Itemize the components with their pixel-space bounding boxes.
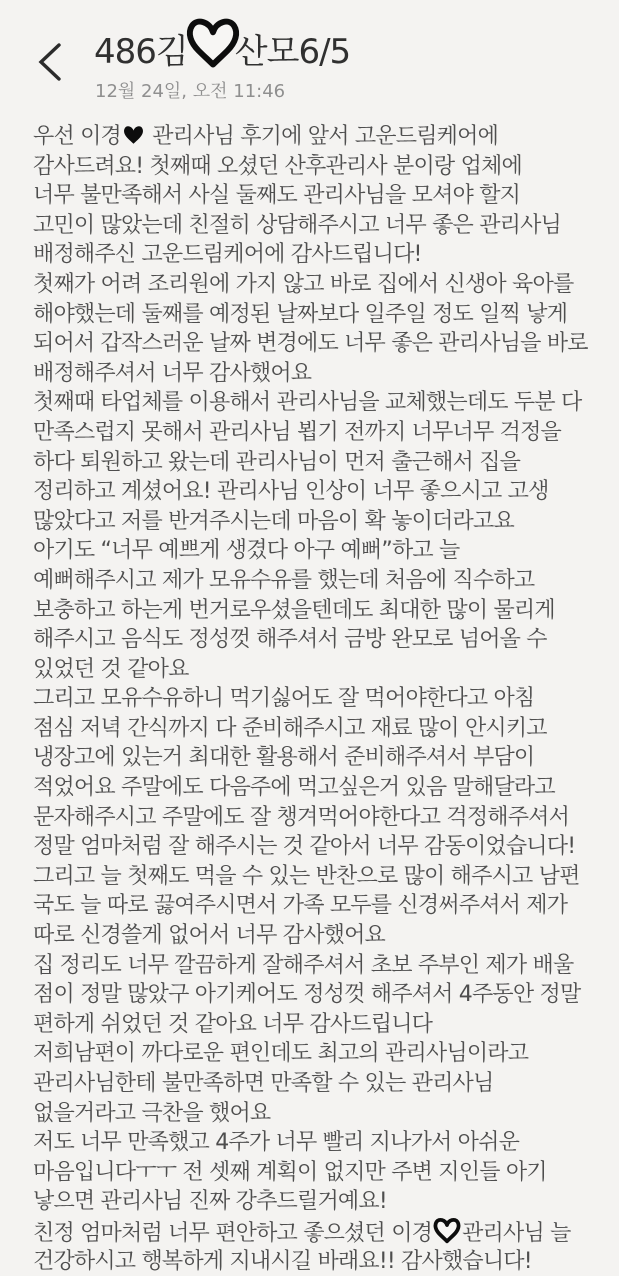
message-line: 해주시고 음식도 정성껏 해주셔서 금방 완모로 넘어올 수 xyxy=(33,627,547,653)
message-line: 예뻐해주시고 제가 모유수유를 했는데 처음에 직수하고 xyxy=(33,567,535,593)
heart-outline-icon xyxy=(433,1217,461,1244)
message-line: 따로 신경쓸게 없어서 너무 감사했어요 xyxy=(33,923,386,949)
back-button[interactable] xyxy=(28,38,72,86)
message-line: 많았다고 저를 반겨주시는데 마음이 확 놓이더라고요 xyxy=(33,508,514,534)
message-line: 감사드려요! 첫째때 오셨던 산후관리사 분이랑 업체에 xyxy=(33,153,522,179)
message-line: 첫째때 타업체를 이용해서 관리사님을 교체했는데도 두분 다 xyxy=(33,390,582,416)
message-line: 냉장고에 있는거 최대한 활용해서 준비해주셔서 부담이 xyxy=(33,745,535,771)
message-line: 해야했는데 둘째를 예정된 날짜보다 일주일 정도 일찍 낳게 xyxy=(33,301,568,327)
message-line: 배정해주신 고운드림케어에 감사드립니다! xyxy=(33,242,422,268)
heart-icon xyxy=(122,124,145,146)
message-line: 마음입니다ㅜㅜ 전 셋째 계획이 없지만 주변 지인들 아기 xyxy=(33,1159,547,1185)
back-chevron-icon xyxy=(37,41,63,83)
message-line: 고민이 많았는데 친절히 상담해주시고 너무 좋은 관리사님 xyxy=(33,212,562,238)
title-prefix: 486김 xyxy=(94,31,188,72)
message-line: 저도 너무 만족했고 4주가 너무 빨리 지나가서 아쉬운 xyxy=(33,1130,520,1156)
message-line: 있었던 것 같아요 xyxy=(33,656,189,682)
message-line: 적었어요 주말에도 다음주에 먹고싶은거 있음 말해달라고 xyxy=(33,775,555,801)
message-text xyxy=(33,122,613,1276)
message-line: 정말 엄마처럼 잘 해주시는 것 같아서 너무 감동이었습니다! xyxy=(33,834,576,860)
title-suffix: 산모6/5 xyxy=(234,31,351,72)
message-timestamp: 12월 24일, 오전 11:46 xyxy=(95,81,286,102)
message-line: 관리사님한테 불만족하면 만족할 수 있는 관리사님 xyxy=(33,1071,494,1096)
message-line: 건강하시고 행복하게 지내시길 바래요!! 감사했습니다! xyxy=(33,1248,532,1274)
message-line: 문자해주시고 주말에도 잘 챙겨먹어야한다고 걱정해주셔서 xyxy=(33,804,570,830)
message-line: 너무 불만족해서 사실 둘째도 관리사님을 모셔야 할지 xyxy=(33,183,521,209)
message-line: 그리고 모유수유하니 먹기싫어도 잘 먹어야한다고 아침 xyxy=(33,686,535,712)
message-line: 편하게 쉬었던 것 같아요 너무 감사드립니다 xyxy=(33,1011,433,1037)
message-line: 국도 늘 따로 끓여주시면서 가족 모두를 신경써주셔서 제가 xyxy=(33,893,568,919)
message-line: 되어서 갑작스러운 날짜 변경에도 너무 좋은 관리사님을 바로 xyxy=(33,331,588,357)
message-line: 보충하고 하는게 번거로우셨을텐데도 최대한 많이 물리게 xyxy=(33,597,555,623)
message-line: 점심 저녁 간식까지 다 준비해주시고 재료 많이 안시키고 xyxy=(33,715,547,741)
message-line: 없을거라고 극찬을 했어요 xyxy=(33,1100,271,1126)
page-title xyxy=(94,20,350,76)
message-line: 그리고 늘 첫째도 먹을 수 있는 반찬으로 많이 해주시고 남편 xyxy=(33,863,580,889)
message-line: 집 정리도 너무 깔끔하게 잘해주셔서 초보 주부인 제가 배울 xyxy=(33,952,574,978)
message-line: 저희남편이 까다로운 편인데도 최고의 관리사님이라고 xyxy=(33,1041,529,1067)
message-line: 우선 이경 관리사님 후기에 앞서 고운드림케어에 xyxy=(33,124,499,149)
message-line: 아기도 “너무 예쁘게 생겼다 아구 예뻐”하고 늘 xyxy=(33,538,460,564)
message-line: 낳으면 관리사님 진짜 강추드릴거예요! xyxy=(33,1189,387,1215)
heart-sticker-icon xyxy=(185,16,241,70)
message-line: 하다 퇴원하고 왔는데 관리사님이 먼저 출근해서 집을 xyxy=(33,449,521,475)
message-line: 첫째가 어려 조리원에 가지 않고 바로 집에서 신생아 육아를 xyxy=(33,271,574,297)
message-line: 만족스럽지 못해서 관리사님 뵙기 전까지 너무너무 걱정을 xyxy=(33,419,562,445)
message-line: 친정 엄마처럼 너무 편안하고 좋으셨던 이경 관리사님 늘 xyxy=(33,1217,613,1247)
message-line: 배정해주셔서 너무 감사했어요 xyxy=(33,360,312,386)
message-line: 점이 정말 많았구 아기케어도 정성껏 해주셔서 4주동안 정말 xyxy=(33,982,581,1008)
message-line: 정리하고 계셨어요! 관리사님 인상이 너무 좋으시고 고생 xyxy=(33,479,549,505)
